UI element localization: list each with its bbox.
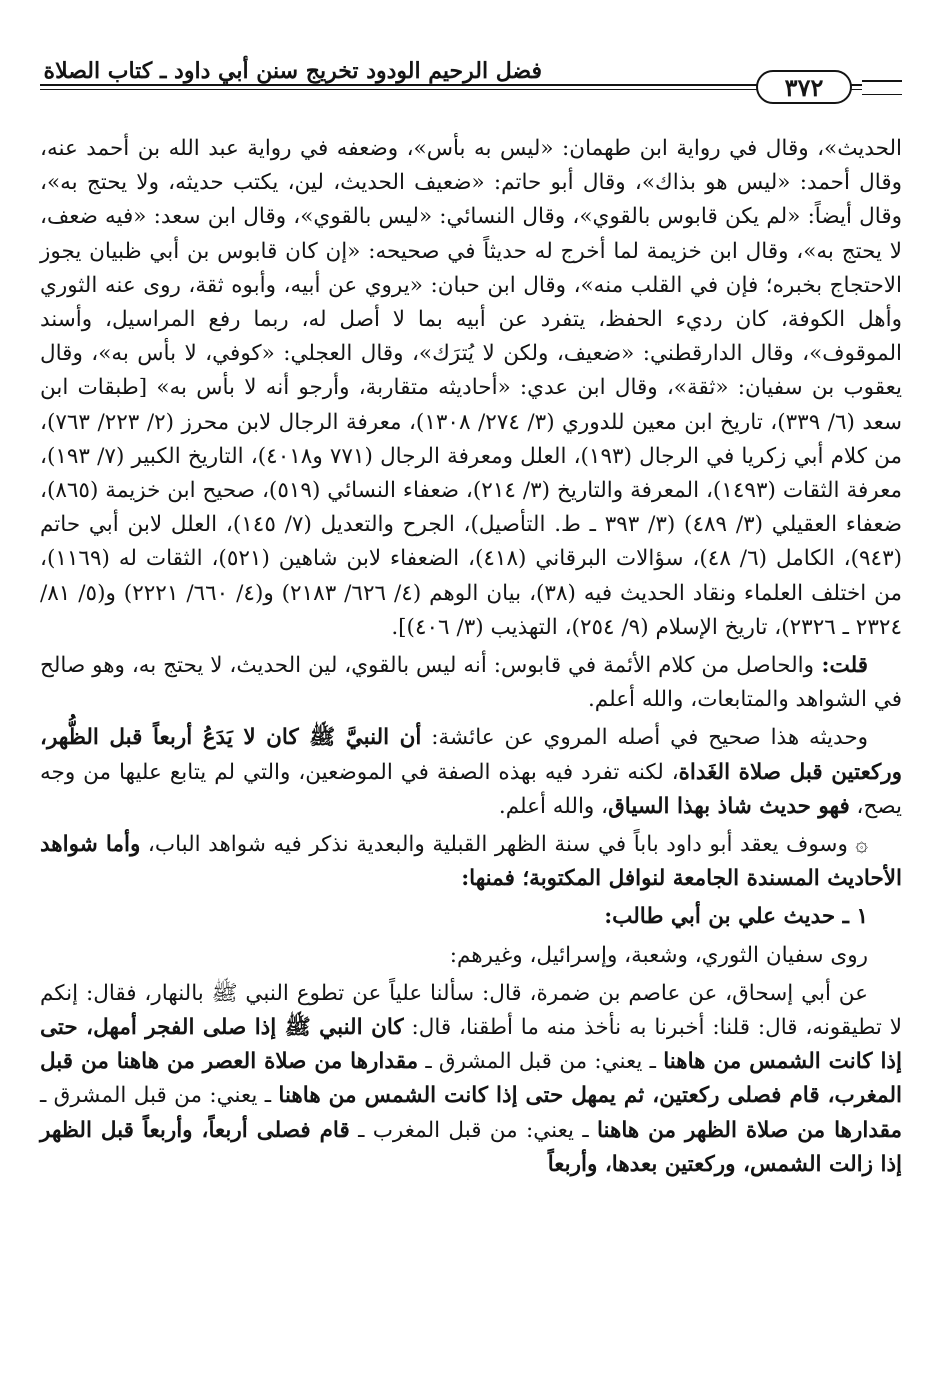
page-body <box>40 132 902 1182</box>
bold-text: ١ ـ حديث علي بن أبي طالب: <box>604 904 868 930</box>
text-run: روى سفيان الثوري، وشعبة، وإسرائيل، وغيرهم: <box>449 942 868 968</box>
text-run: وحديثه هذا صحيح في أصله المروي عن عائشة: <box>421 725 868 751</box>
bold-text: فهو حديث شاذ بهذا السياق <box>608 793 850 819</box>
book-page <box>40 52 902 1182</box>
header-ornament <box>862 80 902 95</box>
bold-text: وأما شواهد الأحاديث المسندة الجامعة لنوافل المكتوبة؛ فمنها: <box>40 832 902 892</box>
text-run: الحديث»، وقال في رواية ابن طهمان: «ليس به بأس»، وضعفه في رواية عبد الله بن أحمد عنه، وقال أحمد: «ليس هو بذاك»، وقال أبو حاتم: «ضعيف الحديث، لين، يكتب حديثه، ولا يحتج به»، وقال أيضاً: «لم يكن قابوس بالقوي»، وقال النسائي: «ليس بالقوي»، وقال ابن سعد: «فيه ضعف، لا يحتج به»، وقال ابن خزيمة لما أخرج له حديثاً في صحيحه: «إن كان قابوس بن أبي ظبيان يجوز الاحتجاج بخبره؛ فإن في القلب منه»، وقال ابن حبان: «يروي عن أبيه، وأبوه ثقة، روى عنه الثوري وأهل الكوفة، كان رديء الحفظ، يتفرد عن أبيه بما لا أصل له، ربما رفع المراسيل، وأسند الموقوف»، وقال الدارقطني: «ضعيف، ولكن لا يُترَك»، وقال العجلي: «كوفي، لا بأس به»، وقال يعقوب بن سفيان: «ثقة»، وقال ابن عدي: «أحاديثه متقاربة، وأرجو أنه لا بأس به» [طبقات ابن سعد (٦/ ٣٣٩)، تاريخ ابن معين للدوري (٣/ ٢٧٤/ ١٣٠٨)، معرفة الرجال لابن محرز (٢/ ٢٢٣/ ٧٦٣)، من كلام أبي زكريا في الرجال (١٩٣)، العلل ومعرفة الرجال (٧٧١ و٤٠١٨)، التاريخ الكبير (٧/ ١٩٣)، معرفة الثقات (١٤٩٣)، المعرفة والتاريخ (٣/ ٢١٤)، ضعفاء النسائي (٥١٩)، صحيح ابن خزيمة (٨٦٥)، ضعفاء العقيلي (٣/ ٤٨٩) (٣/ ٣٩٣ ـ ط. التأصيل)، الجرح والتعديل (٧/ ١٤٥)، العلل لابن أبي حاتم (٩٤٣)، الكامل (٦/ ٤٨)، سؤالات البرقاني (٤١٨)، الضعفاء لابن شاهين (٥٢١)، الثقات له (١١٦٩)، من اختلف العلماء ونقاد الحديث فيه (٣٨)، بيان الوهم (٤/ ٦٢٦/ ٢١٨٣) و(٤/ ٦٦٠/ ٢٢٢١) و(٥/ ٨١/ ٢٣٢٤ ـ ٢٣٢٦)، تاريخ الإسلام (٩/ ٢٥٤)، التهذيب (٣/ ٤٠٦)]. <box>40 136 903 640</box>
text-run: وسوف يعقد أبو داود باباً في سنة الظهر القبلية والبعدية نذكر فيه شواهد الباب، <box>140 832 856 858</box>
running-header <box>40 52 902 100</box>
text-run: ـ يعني: من قبل المشرق ـ <box>40 1083 279 1109</box>
paragraph-p4 <box>40 828 902 896</box>
paragraph-p3 <box>40 721 902 824</box>
bold-text: قلت: <box>814 653 869 679</box>
text-run: ـ يعني: من قبل المشرق ـ <box>418 1049 664 1075</box>
text-run: ، والله أعلم. <box>498 793 609 819</box>
paragraph-p2 <box>40 649 902 717</box>
bold-text: مقدارها من صلاة الظهر من هاهنا <box>596 1117 902 1143</box>
text-run: عن أبي إسحاق، عن عاصم بن ضمرة، قال: سألنا علياً عن تطوع النبي ﷺ بالنهار، فقال: إنكم لا تطيقونه، قال: قلنا: أخبرنا به نأخذ منه ما أطقنا، قال: <box>40 980 902 1041</box>
paragraph-p6 <box>40 939 902 973</box>
text-run: ، لكنه تفرد فيه بهذه الصفة في الموضعين، والتي لم يتابع عليها من وجه يصح، <box>40 759 902 819</box>
paragraph-p5 <box>40 900 902 934</box>
running-title: فضل الرحيم الودود تخريج سنن أبي داود ـ كتاب الصلاة <box>43 58 542 84</box>
text-run: ـ يعني: من قبل المغرب ـ <box>349 1117 597 1143</box>
bold-text: كان النبي ﷺ إذا صلى الفجر أمهل، حتى إذا كانت الشمس من هاهنا <box>40 1015 902 1075</box>
text-run: والحاصل من كلام الأئمة في قابوس: أنه ليس بالقوي، لين الحديث، لا يحتج به، وهو صالح في الشواهد والمتابعات، والله أعلم. <box>40 653 902 713</box>
bold-text: أن النبيَّ ﷺ كان لا يَدَعُ أربعاً قبل الظُّهر، وركعتين قبل صلاة الغَداة <box>40 725 902 785</box>
page-number: ٣٧٢ <box>756 70 852 104</box>
paragraph-p7 <box>40 977 902 1182</box>
bold-text: مقدارها من صلاة العصر من هاهنا من قبل المغرب، قام فصلى ركعتين، ثم يمهل حتى إذا كانت الشمس من هاهنا <box>40 1049 902 1109</box>
ornament-glyph: ۞ <box>855 832 868 858</box>
paragraph-p1 <box>40 132 902 645</box>
bold-text: قام فصلى أربعاً، وأربعاً قبل الظهر إذا زالت الشمس، وركعتين بعدها، وأربعاً <box>40 1117 902 1177</box>
